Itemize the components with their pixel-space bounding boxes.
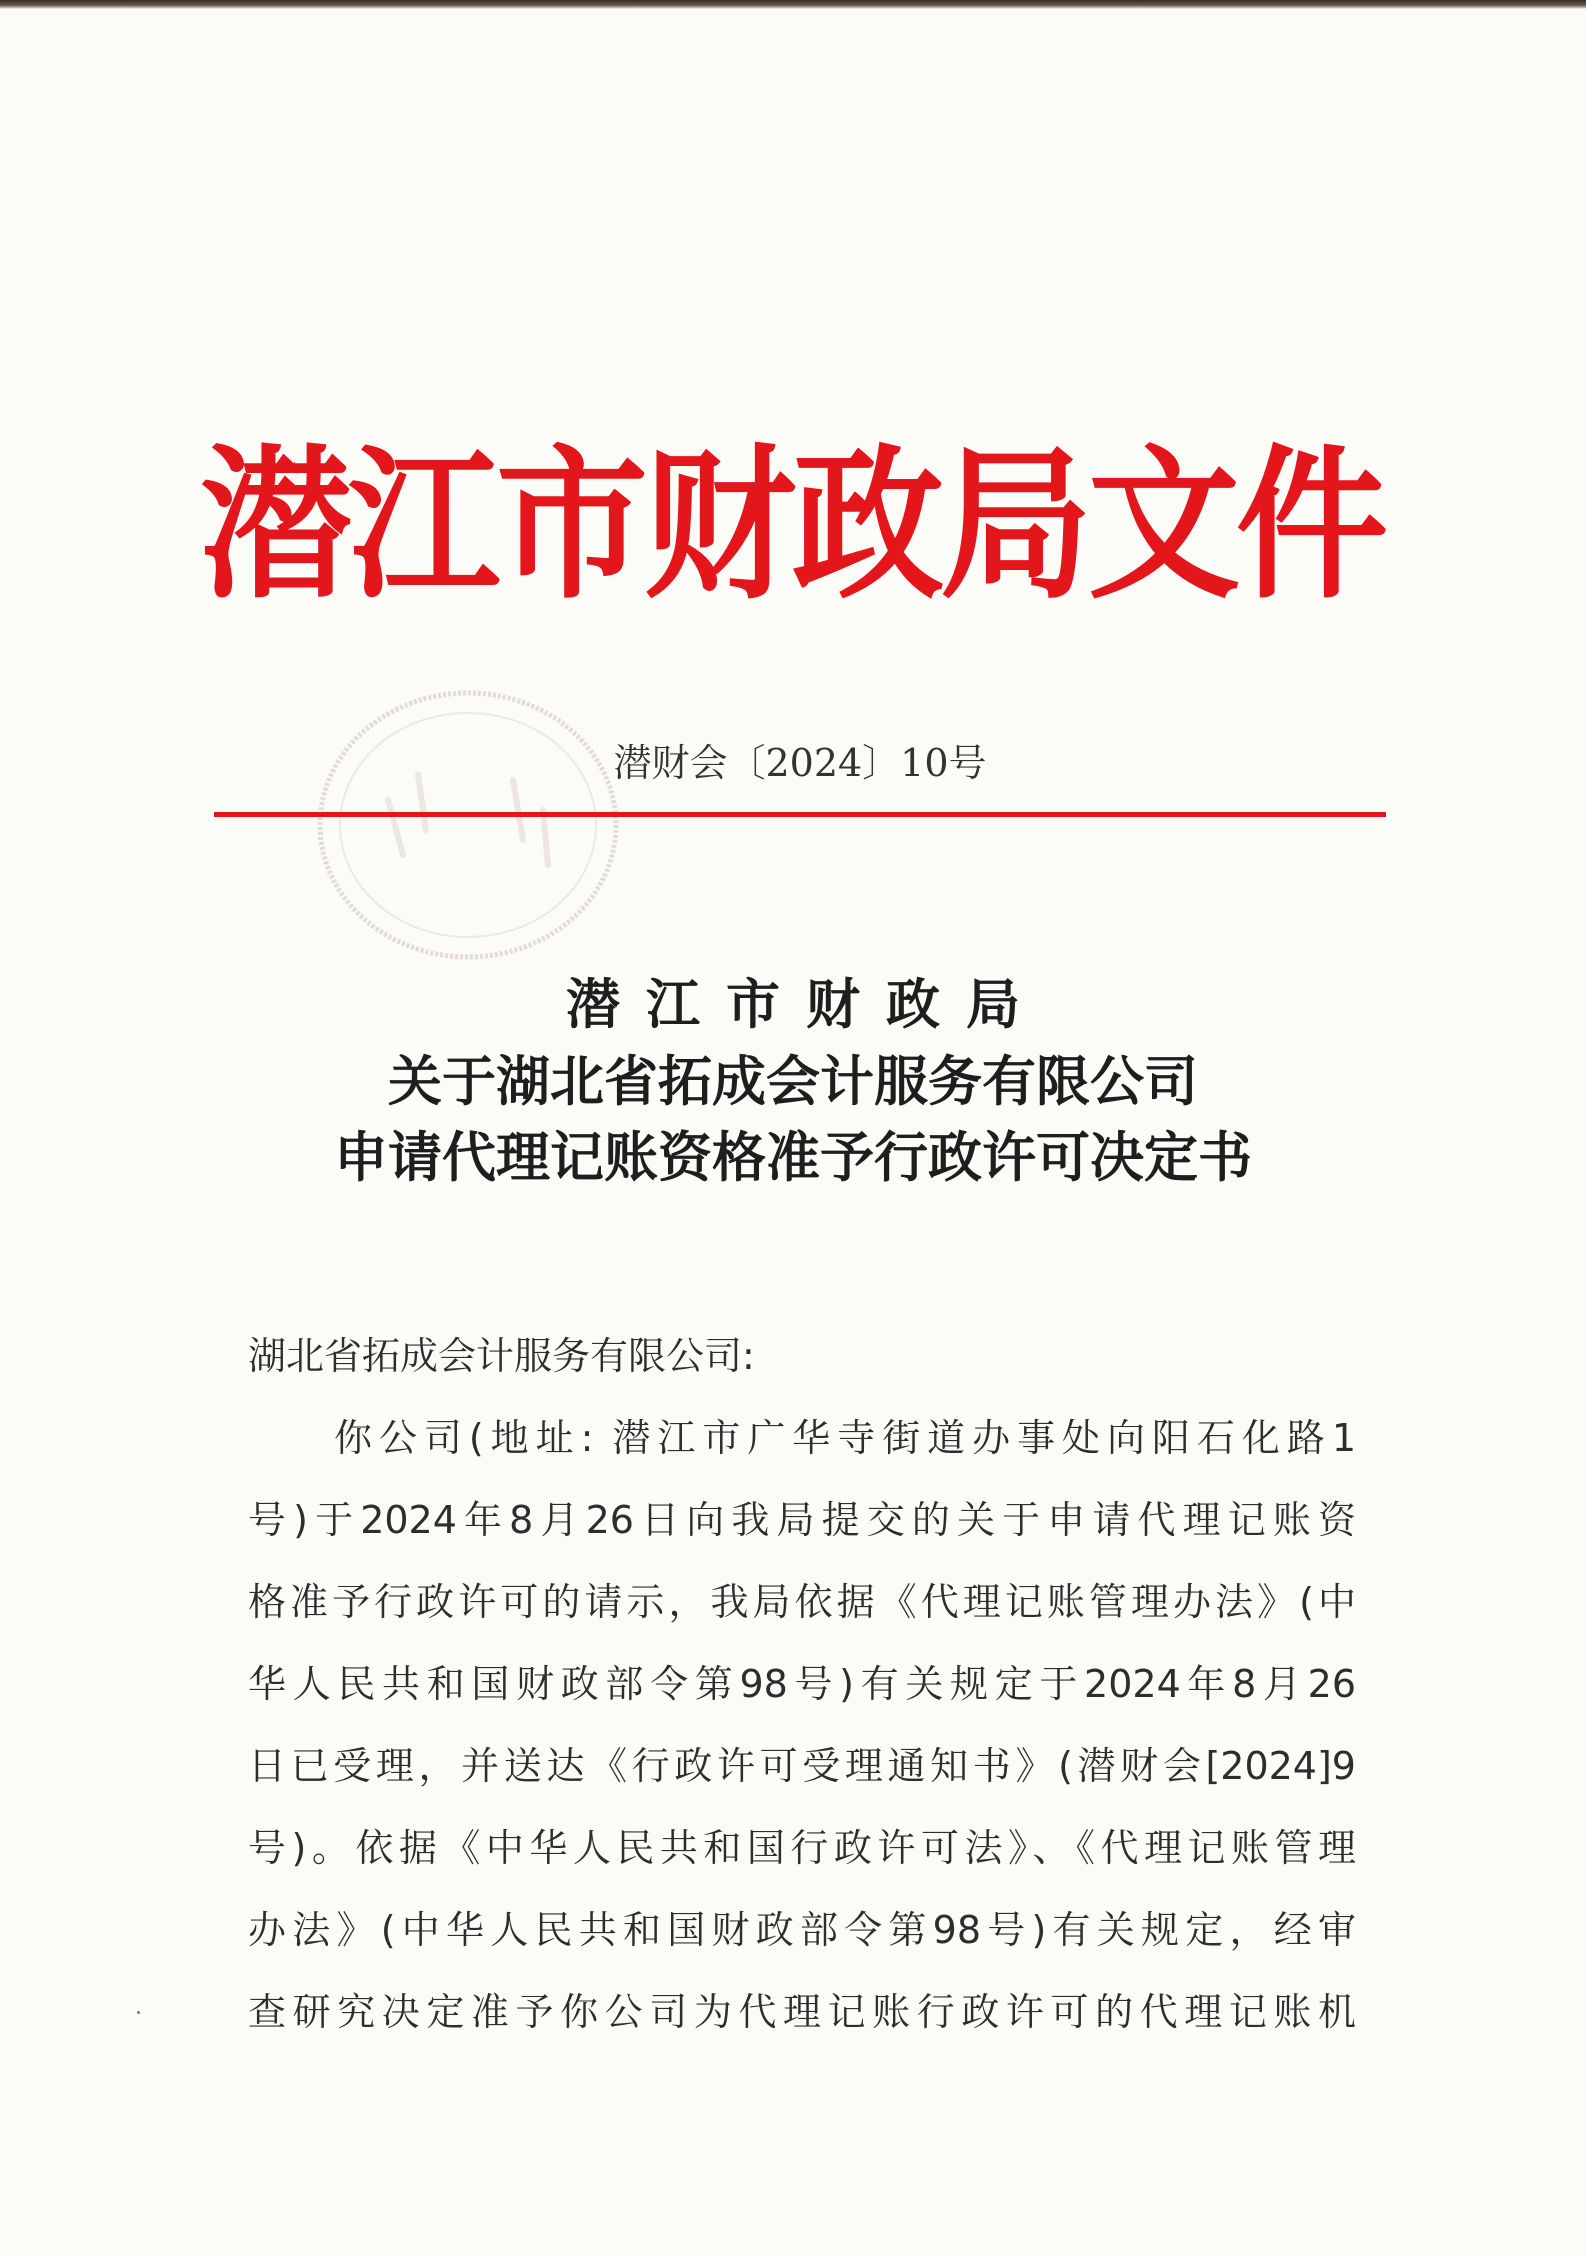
document-number: 潜财会〔2024〕10号 (613, 741, 987, 785)
salutation: 湖北省拓成会计服务有限公司: (248, 1334, 755, 1378)
red-divider-line (214, 812, 1386, 817)
body-line: 你公司(地址: 潜江市广华寺街道办事处向阳石化路1 (334, 1416, 1356, 1460)
title-line-3: 申请代理记账资格准予行政许可决定书 (334, 1126, 1252, 1189)
document-body (248, 1315, 1356, 2053)
body-line: 查研究决定准予你公司为代理记账行政许可的代理记账机 (248, 1990, 1356, 2034)
body-line: 号)。依据《中华人民共和国行政许可法》、《代理记账管理 (248, 1826, 1356, 1870)
title-line-1: 潜江市财政局 (566, 973, 1046, 1036)
faint-circular-seal-icon (308, 680, 628, 970)
body-line: 日已受理，并送达《行政许可受理通知书》(潜财会[2024]9 (248, 1744, 1356, 1788)
body-line: 华人民共和国财政部令第98号)有关规定于2024年8月26 (248, 1662, 1356, 1706)
body-line: 格准予行政许可的请示，我局依据《代理记账管理办法》(中 (248, 1580, 1356, 1624)
scan-speck (137, 2011, 140, 2014)
body-line: 办法》(中华人民共和国财政部令第98号)有关规定，经审 (248, 1908, 1356, 1952)
scan-top-edge (0, 0, 1586, 9)
document-title (193, 975, 1393, 1188)
body-line: 号)于2024年8月26日向我局提交的关于申请代理记账资 (248, 1498, 1356, 1542)
document-header-title: 潜江市财政局文件 (200, 427, 1384, 622)
title-line-2: 关于湖北省拓成会计服务有限公司 (388, 1050, 1198, 1113)
